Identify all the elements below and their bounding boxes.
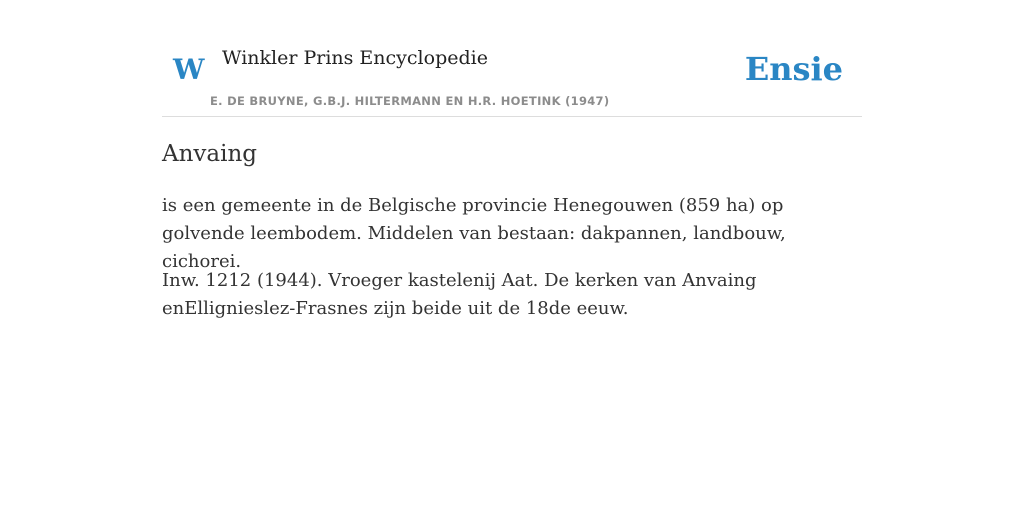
- source-authors: E. DE BRUYNE, G.B.J. HILTERMANN EN H.R. HOETINK (1947): [210, 94, 610, 108]
- page-container: [162, 0, 862, 512]
- article-title: Anvaing: [162, 141, 258, 167]
- winkler-prins-logo[interactable]: W: [173, 53, 205, 86]
- source-title-link[interactable]: Winkler Prins Encyclopedie: [222, 47, 488, 69]
- article-paragraph: Inw. 1212 (1944). Vroeger kastelenij Aat. De kerken van Anvaing enEllignieslez-Frasnes zijn beide uit de 18de eeuw.: [162, 270, 757, 319]
- article-paragraph: is een gemeente in de Belgische provincie Henegouwen (859 ha) op golvende leembodem. Middelen van bestaan: dakpannen, landbouw, cichorei.: [162, 195, 786, 272]
- source-header: [162, 0, 862, 117]
- ensie-logo-link[interactable]: Ensie: [744, 50, 843, 88]
